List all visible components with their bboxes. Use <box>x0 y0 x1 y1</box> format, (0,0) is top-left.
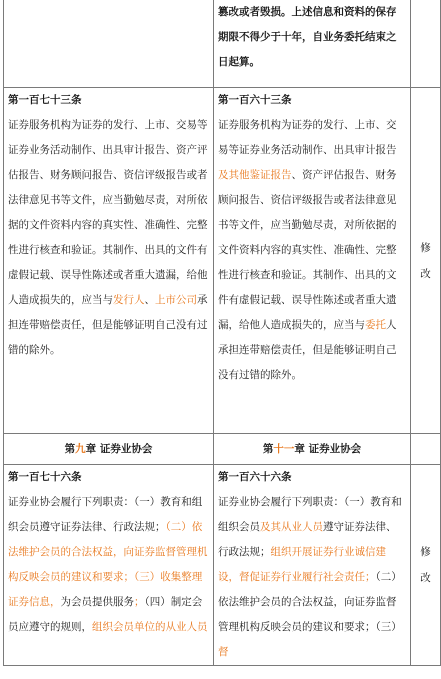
changed-text: 九 <box>75 443 86 455</box>
changed-text: 及其他鉴证报告 <box>218 169 292 181</box>
article-text <box>218 119 397 381</box>
text-run: 证券服务机构为证券的发行、上市、交易等证券业务活动制作、出具审计报告、资产评估报告、财务顾问报告、资信评级报告或者法律意见书等文件，应当勤勉尽责，对所依据的文件资料内容的真实性、准确性、完整性进行核查和验证。其制作、出具的文件有虚假记载、误导性陈述或者重大遗漏，给他人造成损失的，应当与 <box>8 119 208 306</box>
article-title: 第一百六十三条 <box>218 94 292 106</box>
article-text <box>8 496 208 633</box>
changed-text: 发行人 <box>113 294 145 306</box>
article-title: 第一百七十六条 <box>8 471 82 483</box>
text-run: 承担连带赔偿责任，但是能够证明自己没有过错的除外。 <box>8 294 208 356</box>
new-text-cell <box>214 88 411 434</box>
changed-text: （二）依法维护会员的合法权益，向证券监督管理机构反映会员的建议和要求；（三）收集整理证券信息， <box>8 521 208 608</box>
chapter-row <box>4 434 441 465</box>
text-run: 章 证券业协会 <box>85 443 153 455</box>
text-run: 第 <box>262 443 274 455</box>
article-title: 第一百七十三条 <box>8 94 82 106</box>
changed-text: ； <box>134 596 145 608</box>
text-run: 、 <box>144 294 155 306</box>
old-text-cell <box>4 465 214 666</box>
article-title: 第一百六十六条 <box>218 471 292 483</box>
changed-text: 上市公司 <box>155 294 197 306</box>
text-run: 证券业协会履行下列职责：（一）教育和组织会员遵守证券法律、行政法规； <box>8 496 203 533</box>
changed-text: 组织会员 <box>92 621 134 633</box>
old-text-cell <box>4 0 214 88</box>
article-text <box>218 496 402 658</box>
table-row <box>4 88 441 434</box>
text-run: 遵守证券法律、行政法规； <box>218 521 397 558</box>
text-run: 证券服务机构为证券的发行、上市、交易等证券业务活动制作、出具审计报告 <box>218 119 397 156</box>
note-cell <box>411 434 441 465</box>
old-chapter-cell <box>4 434 214 465</box>
changed-text: 单位的从业人员 <box>134 621 208 633</box>
article-text <box>8 119 208 356</box>
changed-text: 委托 <box>365 319 386 331</box>
text-run: 第 <box>64 443 76 455</box>
new-text-cell <box>214 0 411 88</box>
text-run: 人承担连带赔偿责任，但是能够证明自己没有过错的除外。 <box>218 319 397 381</box>
note-cell <box>411 465 441 666</box>
changed-text: 组织开展证券行业诚信建设，督促证券行业履行社会责任； <box>218 546 386 583</box>
new-text-cell <box>214 465 411 666</box>
text-run: （二）依法维护会员的合法权益，向证券监督管理机构反映会员的建议和要求；（三） <box>218 571 402 633</box>
text-run: （四）制定会员应遵守的规则， <box>8 596 203 633</box>
changed-text: 督 <box>218 646 229 658</box>
comparison-table <box>3 0 441 666</box>
old-text-cell <box>4 88 214 434</box>
table-row <box>4 0 441 88</box>
note-char: 修 <box>420 546 431 558</box>
note-cell <box>411 0 441 88</box>
note-char: 改 <box>420 267 431 280</box>
text-run: 为会员提供服务 <box>60 596 134 608</box>
note-char: 改 <box>420 572 431 584</box>
changed-text: 十一 <box>273 443 295 455</box>
text-run: 、资产评估报告、财务顾问报告、资信评级报告或者法律意见书等文件，应当勤勉尽责，对所依据的文件资料内容的真实性、准确性、完整性进行核查和验证。其制作、出具的文件有虚假记载、误导性陈述或者重大遗漏，给他人造成损失的，应当与 <box>218 169 397 331</box>
text-run: 章 证券业协会 <box>294 443 362 455</box>
article-text: 篡改或者毁损。上述信息和资料的保存期限不得少于十年，自业务委托结束之日起算。 <box>218 6 397 68</box>
note-char: 修 <box>420 241 431 254</box>
new-chapter-cell <box>214 434 411 465</box>
text-run: 证券业协会履行下列职责：（一）教育和组织会员 <box>218 496 402 533</box>
note-cell <box>411 88 441 434</box>
changed-text: 及其从业人员 <box>260 521 323 533</box>
table-row <box>4 465 441 666</box>
